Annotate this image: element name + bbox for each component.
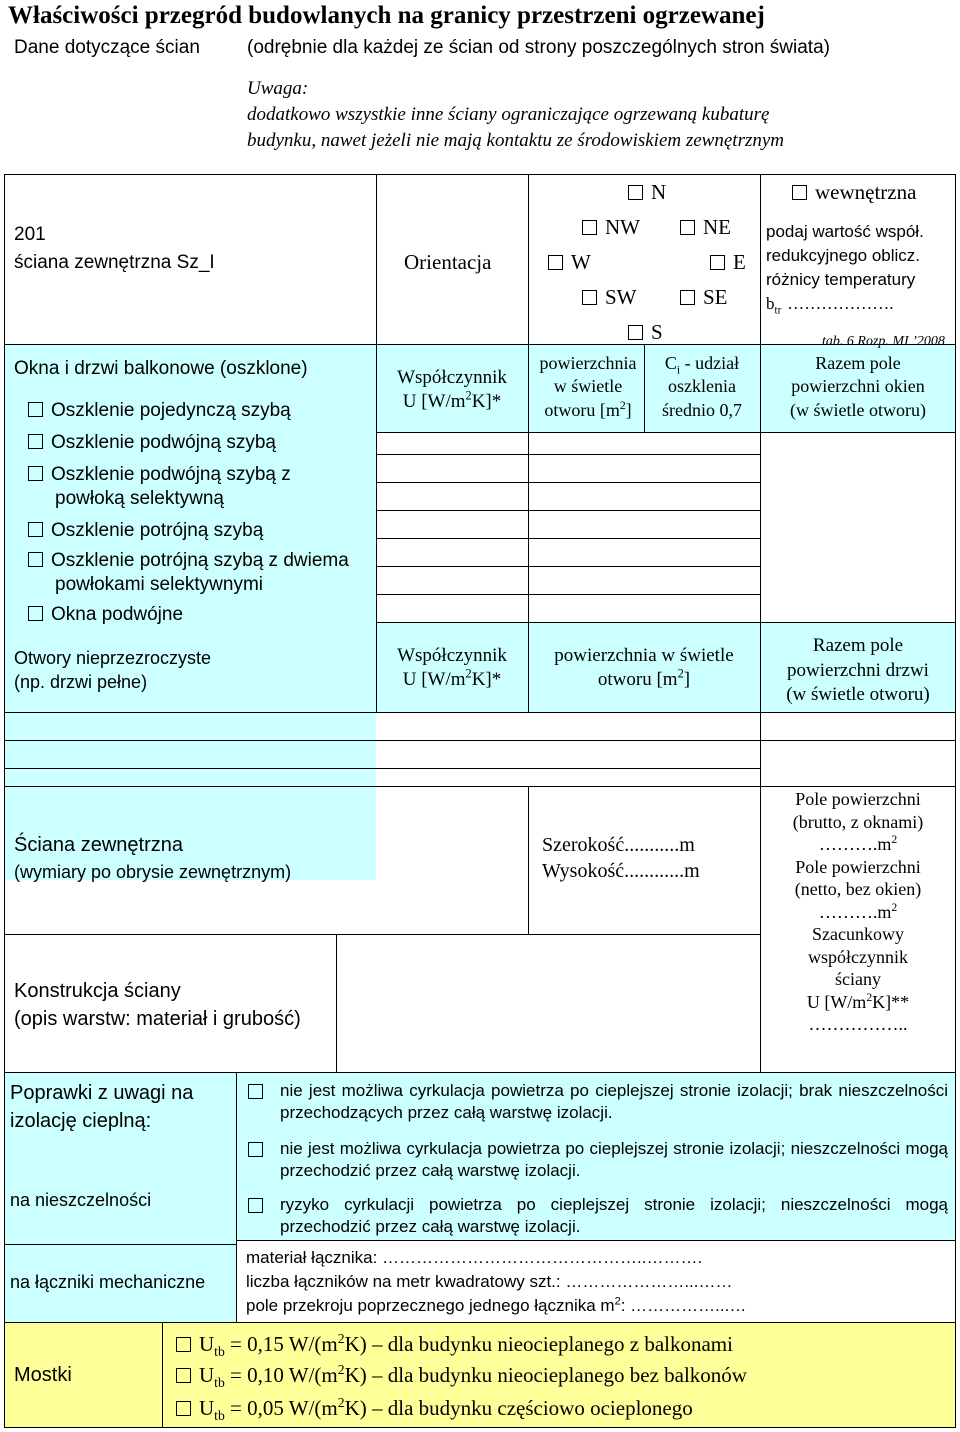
checkbox[interactable] bbox=[28, 606, 43, 621]
doors-area-header: powierzchnia w świetle otworu $[m^2]$ bbox=[554, 645, 734, 690]
fastener-count-field[interactable]: liczba łączników na metr kwadratowy szt.: …………………...…… bbox=[246, 1272, 733, 1291]
wall-name: ściana zewnętrzna Sz_I bbox=[14, 252, 215, 273]
note-line-2: budynku, nawet jeżeli nie mają kontaktu ze środowiskiem zewnętrznym bbox=[247, 130, 785, 151]
direction-internal[interactable]: wewnętrzna bbox=[792, 180, 916, 204]
exterior-wall-note: (wymiary po obrysie zewnętrznym) bbox=[14, 862, 292, 882]
page-title: Właściwości przegród budowlanych na granicy przestrzeni ogrzewanej bbox=[8, 2, 765, 29]
btr-line-3: różnicy temperatury bbox=[766, 270, 916, 289]
leak-option-2: nie jest możliwa cyrkulacja powietrza po cieplejszej stronie izolacji; nieszczelności mogą przechodzić przez całą warstwę izolacji. bbox=[280, 1139, 948, 1181]
construction-note: (opis warstw: materiał i grubość) bbox=[14, 1008, 301, 1030]
direction-se[interactable]: SE bbox=[680, 285, 728, 309]
option-double-window[interactable]: Okna podwójne bbox=[28, 604, 183, 626]
checkbox[interactable] bbox=[582, 290, 597, 305]
checkbox[interactable] bbox=[792, 185, 807, 200]
table-reference: tab. 6 Rozp. MI ’2008 bbox=[822, 334, 945, 349]
leak-option-3-checkbox[interactable] bbox=[248, 1198, 263, 1213]
exterior-wall-label: Ściana zewnętrzna bbox=[14, 834, 183, 856]
option-double-selective-line-2: powłoką selektywną bbox=[55, 488, 224, 509]
checkbox[interactable] bbox=[710, 255, 725, 270]
doors-coef-header: Współczynnik U $[W/m^2K]*$ bbox=[397, 645, 507, 690]
bridges-label: Mostki bbox=[14, 1364, 72, 1386]
note-line-1: dodatkowo wszystkie inne ściany ograniczające ogrzewaną kubaturę bbox=[247, 104, 770, 125]
leak-option-3: ryzyko cyrkulacji powietrza po cieplejszej stronie izolacji; nieszczelności mogą przechodzić przez całą warstwę izolacji. bbox=[280, 1195, 948, 1237]
wall-height-field[interactable]: Wysokość............m bbox=[542, 860, 700, 882]
leaks-label: na nieszczelności bbox=[10, 1190, 152, 1210]
windows-heading: Okna i drzwi balkonowe (oszklone) bbox=[14, 358, 308, 379]
checkbox[interactable] bbox=[28, 466, 43, 481]
checkbox[interactable] bbox=[28, 552, 43, 567]
option-triple-selective-line-2: powłokami selektywnymi bbox=[55, 574, 264, 595]
checkbox[interactable] bbox=[28, 402, 43, 417]
direction-sw[interactable]: SW bbox=[582, 285, 637, 309]
walls-data-note: (odrębnie dla każdej ze ścian od strony poszczególnych stron świata) bbox=[247, 37, 830, 58]
option-double-glazing[interactable]: Oszklenie podwójną szybą bbox=[28, 432, 276, 454]
btr-field[interactable]: $b_{tr}$ ………………. bbox=[766, 294, 894, 317]
fasteners-label: na łączniki mechaniczne bbox=[10, 1272, 206, 1292]
wall-area-summary: Pole powierzchni (brutto, z oknami) $\dots\dots\dots.m^2$ Pole powierzchni (netto, bez okien) $\dots\dots\dots.m^2$ Szacunkowy współczynnik ściany U $[W/m^2K]**$ …………….. bbox=[792, 789, 924, 1034]
doors-heading-1: Otwory nieprzezroczyste bbox=[14, 648, 212, 668]
checkbox[interactable] bbox=[582, 220, 597, 235]
bridge-option-3[interactable]: $U_{tb} = 0,05$ $W/(m^2K)$ – dla budynku częściowo ocieplonego bbox=[176, 1396, 693, 1420]
option-double-selective[interactable]: Oszklenie podwójną szybą z bbox=[28, 464, 291, 486]
checkbox[interactable] bbox=[680, 290, 695, 305]
bridge-option-2[interactable]: $U_{tb} = 0,10$ $W/(m^2K)$ – dla budynku nieocieplanego bez balkonów bbox=[176, 1363, 747, 1387]
leak-option-1-checkbox[interactable] bbox=[248, 1084, 263, 1099]
leak-option-1: nie jest możliwa cyrkulacja powietrza po cieplejszej stronie izolacji; brak nieszczelności przechodzących przez całą warstwę izolacji. bbox=[280, 1081, 948, 1123]
checkbox[interactable] bbox=[28, 434, 43, 449]
option-single-glazing[interactable]: Oszklenie pojedynczą szybą bbox=[28, 400, 291, 422]
fastener-material-field[interactable]: materiał łącznika: ………………………………………..………. bbox=[246, 1248, 703, 1267]
note-label: Uwaga: bbox=[247, 78, 309, 99]
checkbox[interactable] bbox=[628, 185, 643, 200]
direction-e[interactable]: E bbox=[710, 250, 746, 274]
orientation-label: Orientacja bbox=[404, 250, 492, 274]
checkbox[interactable] bbox=[548, 255, 563, 270]
checkbox[interactable] bbox=[680, 220, 695, 235]
wall-width-field[interactable]: Szerokość...........m bbox=[542, 834, 695, 856]
wall-form-table bbox=[4, 174, 956, 1428]
btr-line-2: redukcyjnego oblicz. bbox=[766, 246, 921, 265]
direction-s[interactable]: S bbox=[628, 320, 663, 344]
wall-number: 201 bbox=[14, 224, 46, 245]
direction-w[interactable]: W bbox=[548, 250, 591, 274]
option-triple-selective[interactable]: Oszklenie potrójną szybą z dwiema bbox=[28, 550, 349, 572]
direction-ne[interactable]: NE bbox=[680, 215, 731, 239]
doors-heading-2: (np. drzwi pełne) bbox=[14, 672, 148, 692]
checkbox[interactable] bbox=[176, 1337, 191, 1352]
checkbox[interactable] bbox=[628, 325, 643, 340]
checkbox[interactable] bbox=[176, 1401, 191, 1416]
corrections-heading-1: Poprawki z uwagi na bbox=[10, 1082, 194, 1104]
checkbox[interactable] bbox=[28, 522, 43, 537]
windows-area-header: powierzchnia w świetle otworu $[m^2]$ bbox=[539, 353, 637, 420]
walls-data-label: Dane dotyczące ścian bbox=[14, 37, 200, 58]
fastener-section-field[interactable]: pole przekroju poprzecznego jednego łącznika $m^2$: ……………...… bbox=[246, 1295, 747, 1315]
windows-coef-header: Współczynnik U $[W/m^2K]*$ bbox=[397, 367, 507, 412]
checkbox[interactable] bbox=[176, 1368, 191, 1383]
direction-nw[interactable]: NW bbox=[582, 215, 640, 239]
bridge-option-1[interactable]: $U_{tb} = 0,15$ $W/(m^2K)$ – dla budynku nieocieplanego z balkonami bbox=[176, 1332, 733, 1356]
btr-line-1: podaj wartość współ. bbox=[766, 222, 924, 241]
windows-total-header: Razem pole powierzchni okien (w świetle otworu) bbox=[790, 353, 926, 420]
leak-option-2-checkbox[interactable] bbox=[248, 1142, 263, 1157]
option-triple-glazing[interactable]: Oszklenie potrójną szybą bbox=[28, 520, 263, 542]
doors-total-header: Razem pole powierzchni drzwi (w świetle otworu) bbox=[786, 635, 930, 706]
corrections-heading-2: izolację cieplną: bbox=[10, 1110, 152, 1132]
construction-label: Konstrukcja ściany bbox=[14, 980, 181, 1002]
glazing-share-header: $C_i$ - udział oszklenia średnio 0,7 bbox=[662, 353, 742, 420]
direction-n[interactable]: N bbox=[628, 180, 666, 204]
